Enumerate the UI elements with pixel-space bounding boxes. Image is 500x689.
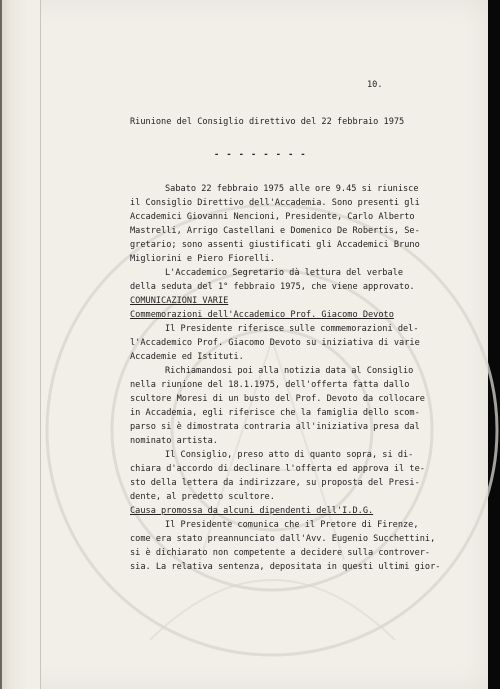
text-line: Sabato 22 febbraio 1975 alle ore 9.45 si riunisce (165, 184, 419, 194)
text-line: parso si è dimostrata contraria all'iniziativa presa dal (130, 422, 420, 432)
text-line: Richiamandosi poi alla notizia data al Consiglio (165, 366, 414, 376)
text-line: Migliorini e Piero Fiorelli. (130, 254, 275, 264)
separator-line: - - - - - - - - (214, 150, 307, 160)
section-heading: COMUNICAZIONI VARIE (130, 296, 229, 306)
section-heading: Causa promossa da alcuni dipendenti dell'I.D.G. (130, 506, 374, 516)
text-line: Accademici Giovanni Nencioni, Presidente, Carlo Alberto (130, 212, 415, 222)
text-line: come era stato preannunciato dall'Avv. Eugenio Succhettini, (130, 534, 436, 544)
text-line: sto della lettera da indirizzare, su proposta del Presi- (130, 478, 420, 488)
text-line: della seduta del 1° febbraio 1975, che viene approvato. (130, 282, 415, 292)
text-line: nella riunione del 18.1.1975, dell'offerta fatta dallo (130, 380, 410, 390)
page-number: 10. (367, 80, 383, 90)
text-line: scultore Moresi di un busto del Prof. Devoto da collocare (130, 394, 425, 404)
text-line: Mastrelli, Arrigo Castellani e Domenico De Robertis, Se- (130, 226, 420, 236)
text-line: il Consiglio Direttivo dell'Accademia. Sono presenti gli (130, 198, 420, 208)
text-line: in Accademia, egli riferisce che la famiglia dello scom- (130, 408, 420, 418)
text-line: chiara d'accordo di declinare l'offerta ed approva il te- (130, 464, 425, 474)
text-line: sia. La relativa sentenza, depositata in questi ultimi gior- (130, 562, 441, 572)
text-line: nominato artista. (130, 436, 218, 446)
text-line: gretario; sono assenti giustificati gli Accademici Bruno (130, 240, 420, 250)
text-line: Il Presidente riferisce sulle commemorazioni del- (165, 324, 419, 334)
text-line: Il Consiglio, preso atto di quanto sopra, si di- (165, 450, 414, 460)
text-line: Il Presidente comunica che il Pretore di Firenze, (165, 520, 419, 530)
text-line: L'Accademico Segretario dà lettura del verbale (165, 268, 403, 278)
document-title: Riunione del Consiglio direttivo del 22 febbraio 1975 (130, 117, 405, 127)
text-line: si è dichiarato non competente a decidere sulla controver- (130, 548, 431, 558)
text-line: Accademie ed Istituti. (130, 352, 244, 362)
text-line: dente, al predetto scultore. (130, 492, 275, 502)
section-heading: Commemorazioni dell'Accademico Prof. Giacomo Devoto (130, 310, 394, 320)
text-line: l'Accademico Prof. Giacomo Devoto su iniziativa di varie (130, 338, 420, 348)
